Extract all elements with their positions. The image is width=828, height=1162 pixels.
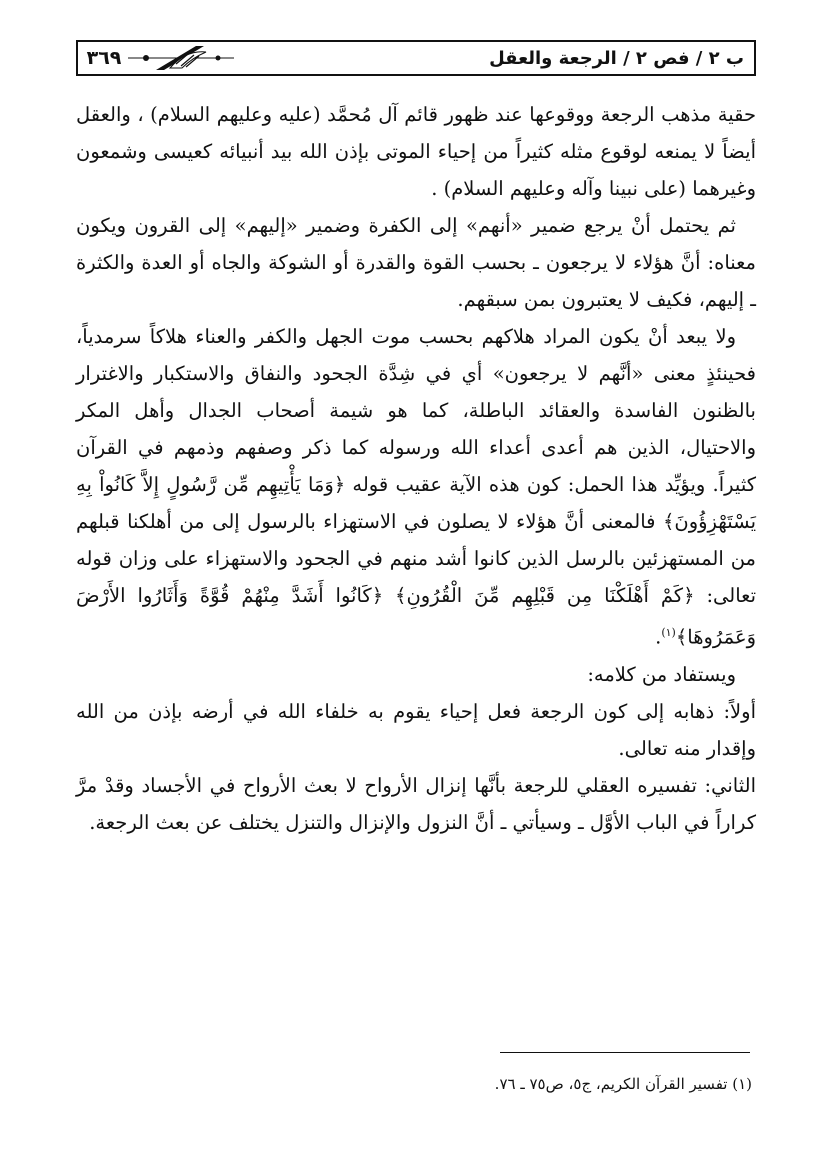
paragraph: حقية مذهب الرجعة ووقوعها عند ظهور قائم آل مُحمَّد (عليه وعليهم السلام) ، والعقل أيضاً لا يمنعه لوقوع مثله كثيراً من إحياء الموتى بإذن الله بيد أنبيائه كعيسى وشمعون وغيرهما (على نبينا وآله وعليهم السلام) .	[76, 103, 756, 200]
footnote: (١) تفسير القرآن الكريم، ج٥، ص٧٥ ـ ٧٦.	[494, 1075, 752, 1093]
paragraph: أولاً: ذهابه إلى كون الرجعة فعل إحياء يقوم به خلفاء الله في أرضه بإذن من الله وإقدار منه تعالى.	[76, 699, 756, 760]
paragraph-text: ولا يبعد أنْ يكون المراد هلاكهم بحسب موت الجهل والكفر والعناء هلاكاً سرمدياً، فحينئذٍ معنى «أنَّهم لا يرجعون» أي في شِدَّة الجحود والنفاق والاستكبار والاغترار بالظنون الفاسدة والعقائد الباطلة، كما هو شيمة أصحاب الجدال وأهل المكر والاحتيال، الذين هم أعدى أعداء الله ورسوله كما ذكر وصفهم وذمهم في القرآن كثيراً. ويؤيِّد هذا الحمل: كون هذه الآية عقيب قوله ﴿وَمَا يَأْتِيهِم مِّن رَّسُولٍ إِلاَّ كَانُواْ بِهِ يَسْتَهْزِؤُونَ﴾ فالمعنى أنَّ هؤلاء لا يصلون في الاستهزاء بالرسول إلى من أهلكنا قبلهم من المستهزئين بالرسل الذين كانوا أشد منهم في الجحود والاستهزاء على وزان قوله تعالى: ﴿كَمْ أَهْلَكْنَا مِن قَبْلِهِم مِّنَ الْقُرُونِ﴾ ﴿كَانُوا أَشَدَّ مِنْهُمْ قُوَّةً وَأَثَارُوا الأَرْضَ وَعَمَرُوهَا﴾	[76, 325, 756, 649]
paragraph: ثم يحتمل أنْ يرجع ضمير «أنهم» إلى الكفرة وضمير «إليهم» إلى القرون ويكون معناه: أنَّ هؤلاء لا يرجعون ـ بحسب القوة والقدرة أو الشوكة والجاه أو العدة والكثرة ـ إليهم، فكيف لا يعتبرون بمن سبقهم.	[76, 214, 756, 311]
footnote-marker: (١)	[661, 626, 676, 639]
calligraphy-ornament-icon	[126, 44, 236, 72]
paragraph: ويستفاد من كلامه:	[587, 662, 736, 686]
page-header	[76, 40, 756, 76]
page-number: ٣٦٩	[86, 47, 122, 69]
paragraph: الثاني: تفسيره العقلي للرجعة بأنَّها إنزال الأرواح لا بعث الأرواح في الأجساد وقدْ مرَّ كراراً في الباب الأوَّل ـ وسيأتي ـ أنَّ النزول والإنزال والتنزل يختلف عن بعث الرجعة.	[76, 773, 756, 834]
main-text	[76, 96, 756, 841]
footnote-divider	[500, 1052, 750, 1053]
running-title: ب ٢ / فص ٢ / الرجعة والعقل	[489, 48, 744, 69]
paragraph: ولا يبعد أنْ يكون المراد هلاكهم بحسب موت الجهل والكفر والعناء هلاكاً سرمدياً، فحينئذٍ معنى «أنَّهم لا يرجعون» أي في شِدَّة الجحود والنفاق والاستكبار والاغترار بالظنون الفاسدة والعقائد الباطلة، كما هو شيمة أصحاب الجدال وأهل المكر والاحتيال، الذين هم أعدى أعداء الله ورسوله كما ذكر وصفهم وذمهم في القرآن كثيراً. ويؤيِّد هذا الحمل: كون هذه الآية عقيب قوله ﴿وَمَا يَأْتِيهِم مِّن رَّسُولٍ إِلاَّ كَانُواْ بِهِ يَسْتَهْزِؤُونَ﴾ فالمعنى أنَّ هؤلاء لا يصلون في الاستهزاء بالرسول إلى من أهلكنا قبلهم من المستهزئين بالرسل الذين كانوا أشد منهم في الجحود والاستهزاء على وزان قوله تعالى: ﴿كَمْ أَهْلَكْنَا مِن قَبْلِهِم مِّنَ الْقُرُونِ﴾ ﴿كَانُوا أَشَدَّ مِنْهُمْ قُوَّةً وَأَثَارُوا الأَرْضَ وَعَمَرُوهَا﴾$^{(١)}$.	[76, 325, 756, 649]
